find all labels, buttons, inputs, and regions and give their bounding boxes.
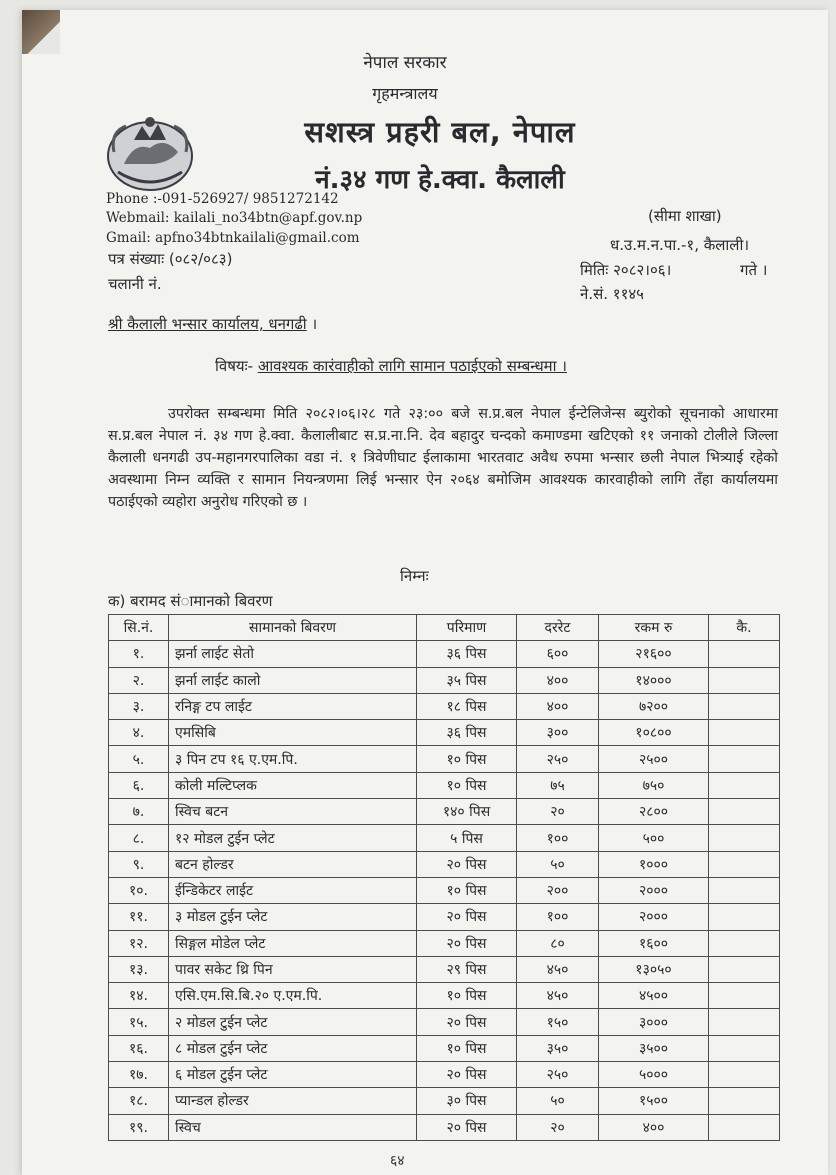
letter-date-suffix: गते । (740, 261, 768, 279)
nepal-sambat-date: ने.सं. ११४५ (580, 285, 644, 303)
amount-cell: १४००० (599, 667, 709, 693)
quantity-cell: १० पिस (417, 877, 517, 903)
rate-cell: ४०० (517, 693, 599, 719)
serial-cell: १५. (109, 1009, 169, 1035)
rate-cell: २५० (517, 746, 599, 772)
table-row (109, 983, 780, 1009)
amount-cell: ३५०० (599, 1035, 709, 1061)
rate-cell: १०० (517, 904, 599, 930)
gmail-line: Gmail: apfno34btnkailali@gmail.com (106, 230, 360, 246)
remarks-cell (709, 693, 780, 719)
rate-cell: ७५ (517, 772, 599, 798)
quantity-cell: ३० पिस (417, 1088, 517, 1114)
table-row (109, 1062, 780, 1088)
amount-cell: ४०० (599, 1114, 709, 1140)
subject-line (215, 356, 567, 376)
item-cell: बटन होल्डर (169, 851, 417, 877)
remarks-cell (709, 851, 780, 877)
serial-cell: १. (109, 641, 169, 667)
item-cell: ३ पिन टप १६ ए.एम.पि. (169, 746, 417, 772)
rate-cell: २० (517, 1114, 599, 1140)
table-row (109, 772, 780, 798)
table-header-row (109, 615, 780, 641)
table-row (109, 746, 780, 772)
rate-cell: २०० (517, 877, 599, 903)
quantity-cell: २० पिस (417, 1062, 517, 1088)
amount-cell: ७५० (599, 772, 709, 798)
table-row (109, 825, 780, 851)
webmail-line: Webmail: kailali_no34btn@apf.gov.np (106, 210, 363, 226)
item-cell: स्विच बटन (169, 799, 417, 825)
table-row (109, 851, 780, 877)
item-cell: ८ मोडल टुईन प्लेट (169, 1035, 417, 1061)
remarks-cell (709, 667, 780, 693)
remarks-cell (709, 1062, 780, 1088)
remarks-cell (709, 1088, 780, 1114)
amount-cell: १६०० (599, 930, 709, 956)
remarks-cell (709, 1035, 780, 1061)
table-row (109, 877, 780, 903)
rate-cell: ३५० (517, 1035, 599, 1061)
amount-cell: २१६०० (599, 641, 709, 667)
quantity-cell: २० पिस (417, 930, 517, 956)
serial-cell: ६. (109, 772, 169, 798)
rate-cell: ४५० (517, 956, 599, 982)
amount-cell: १३०५० (599, 956, 709, 982)
remarks-cell (709, 825, 780, 851)
table-row (109, 1035, 780, 1061)
nepal-emblem-icon (104, 112, 196, 194)
rate-cell: १५० (517, 1009, 599, 1035)
serial-cell: १३. (109, 956, 169, 982)
recipient (108, 314, 317, 334)
following-heading: निम्नः (400, 567, 429, 585)
rate-cell: ३०० (517, 720, 599, 746)
remarks-cell (709, 641, 780, 667)
recipient-name: श्री कैलाली भन्सार कार्यालय, धनगढी (108, 315, 307, 333)
serial-cell: ११. (109, 904, 169, 930)
serial-cell: ९. (109, 851, 169, 877)
rate-cell: २५० (517, 1062, 599, 1088)
item-cell: ६ मोडल टुईन प्लेट (169, 1062, 417, 1088)
item-cell: एसि.एम.सि.बि.२० ए.एम.पि. (169, 983, 417, 1009)
remarks-cell (709, 983, 780, 1009)
quantity-cell: १० पिस (417, 772, 517, 798)
amount-cell: २५०० (599, 746, 709, 772)
item-cell: पावर सकेट थ्रि पिन (169, 956, 417, 982)
item-cell: १२ मोडल टुईन प्लेट (169, 825, 417, 851)
item-cell: ईन्डिकेटर लाईट (169, 877, 417, 903)
remarks-cell (709, 930, 780, 956)
rate-cell: ५० (517, 851, 599, 877)
quantity-cell: १० पिस (417, 746, 517, 772)
serial-cell: १९. (109, 1114, 169, 1140)
item-cell: झर्ना लाईट सेतो (169, 641, 417, 667)
chalani-number: चलानी नं. (108, 275, 162, 293)
letter-body: उपरोक्त सम्बन्धमा मिति २०८२।०६।२८ गते २३:०० बजे स.प्र.बल नेपाल ईन्टेलिजेन्स ब्युरोको सूचनाको आधारमा स.प्र.बल नेपाल नं. ३४ गण हे.क्वा. कैलालीबाट स.प्र.ना.नि. देव बहादुर चन्दको कमाण्डमा खटिएको ११ जनाको टोलीले जिल्ला कैलाली धनगढी उप-महानगरपालिका वडा नं. १ त्रिवेणीघाट ईलाकामा भारतवाट अवैध रुपमा भन्सार छली नेपाल भित्र्याई रहेको अवस्थामा निम्न व्यक्ति र सामान नियन्त्रणमा लिई भन्सार ऐन २०६४ बमोजिम आवश्यक कारवाहीको लागि तँहा कार्यालयमा पठाईएको व्यहोरा अनुरोध गरिएको छ । (108, 406, 778, 510)
remarks-cell (709, 956, 780, 982)
serial-cell: १४. (109, 983, 169, 1009)
table-row (109, 720, 780, 746)
remarks-cell (709, 904, 780, 930)
table-row (109, 799, 780, 825)
item-cell: स्विच (169, 1114, 417, 1140)
remarks-cell (709, 720, 780, 746)
table-row (109, 930, 780, 956)
quantity-cell: १० पिस (417, 983, 517, 1009)
serial-header: सि.नं. (109, 615, 169, 641)
item-cell: कोली मल्टिप्लक (169, 772, 417, 798)
amount-cell: १०८०० (599, 720, 709, 746)
rate-cell: ४०० (517, 667, 599, 693)
quantity-cell: १८ पिस (417, 693, 517, 719)
serial-cell: ५. (109, 746, 169, 772)
rate-cell: २० (517, 799, 599, 825)
remarks-header: कै. (709, 615, 780, 641)
quantity-header: परिमाण (417, 615, 517, 641)
subject-label: विषयः- (215, 357, 258, 375)
rate-cell: ५० (517, 1088, 599, 1114)
branch-name: (सीमा शाखा) (648, 207, 722, 225)
amount-cell: ५०० (599, 825, 709, 851)
rate-cell: ६०० (517, 641, 599, 667)
item-header: सामानको बिवरण (169, 615, 417, 641)
government-title: नेपाल सरकार (363, 53, 447, 73)
amount-header: रकम रु (599, 615, 709, 641)
ministry-title: गृहमन्त्रालय (372, 84, 438, 103)
amount-cell: २००० (599, 904, 709, 930)
page-mark: ६४ (390, 1153, 405, 1169)
letter-date: मितिः २०८२।०६। (580, 261, 672, 279)
phone-line: Phone :-091-526927/ 9851272142 (106, 191, 339, 207)
item-cell: ३ मोडल टुईन प्लेट (169, 904, 417, 930)
quantity-cell: २० पिस (417, 1009, 517, 1035)
serial-cell: १७. (109, 1062, 169, 1088)
quantity-cell: ३६ पिस (417, 720, 517, 746)
quantity-cell: ३६ पिस (417, 641, 517, 667)
serial-cell: १०. (109, 877, 169, 903)
serial-cell: १२. (109, 930, 169, 956)
quantity-cell: २० पिस (417, 851, 517, 877)
amount-cell: ३००० (599, 1009, 709, 1035)
amount-cell: २००० (599, 877, 709, 903)
quantity-cell: १० पिस (417, 1035, 517, 1061)
amount-cell: १५०० (599, 1088, 709, 1114)
quantity-cell: ५ पिस (417, 825, 517, 851)
table-row (109, 1009, 780, 1035)
item-cell: झर्ना लाईट कालो (169, 667, 417, 693)
quantity-cell: २० पिस (417, 904, 517, 930)
rate-cell: १०० (517, 825, 599, 851)
office-address: ध.उ.म.न.पा.-१, कैलाली। (610, 236, 750, 254)
remarks-cell (709, 877, 780, 903)
quantity-cell: ३५ पिस (417, 667, 517, 693)
remarks-cell (709, 746, 780, 772)
table-body (109, 641, 780, 1141)
serial-cell: २. (109, 667, 169, 693)
force-name: सशस्त्र प्रहरी बल, नेपाल (304, 115, 576, 149)
quantity-cell: १४० पिस (417, 799, 517, 825)
background-corner (22, 10, 60, 54)
item-cell: रनिङ्ग टप लाईट (169, 693, 417, 719)
remarks-cell (709, 1114, 780, 1140)
table-row (109, 641, 780, 667)
table-row (109, 1088, 780, 1114)
rate-cell: ८० (517, 930, 599, 956)
serial-cell: १८. (109, 1088, 169, 1114)
remarks-cell (709, 799, 780, 825)
serial-cell: ७. (109, 799, 169, 825)
item-cell: प्यान्डल होल्डर (169, 1088, 417, 1114)
remarks-cell (709, 1009, 780, 1035)
amount-cell: ७२०० (599, 693, 709, 719)
item-cell: सिङ्गल मोडेल प्लेट (169, 930, 417, 956)
table-row (109, 956, 780, 982)
serial-cell: ४. (109, 720, 169, 746)
amount-cell: ५००० (599, 1062, 709, 1088)
item-cell: २ मोडल टुईन प्लेट (169, 1009, 417, 1035)
rate-header: दररेट (517, 615, 599, 641)
subject-text: आवश्यक कारंवाहीको लागि सामान पठाईएको सम्बन्धमा । (257, 357, 567, 375)
amount-cell: २८०० (599, 799, 709, 825)
serial-cell: ३. (109, 693, 169, 719)
recipient-end: । (306, 315, 318, 333)
seized-items-table (108, 614, 780, 1141)
quantity-cell: २० पिस (417, 1114, 517, 1140)
rate-cell: ४५० (517, 983, 599, 1009)
serial-cell: १६. (109, 1035, 169, 1061)
table-row (109, 904, 780, 930)
remarks-cell (709, 772, 780, 798)
amount-cell: ४५०० (599, 983, 709, 1009)
unit-name: नं.३४ गण हे.क्वा. कैलाली (315, 165, 565, 195)
table-row (109, 667, 780, 693)
section-title: क) बरामद संामानको बिवरण (108, 592, 273, 610)
table-row (109, 693, 780, 719)
serial-cell: ८. (109, 825, 169, 851)
amount-cell: १००० (599, 851, 709, 877)
table-row (109, 1114, 780, 1140)
item-cell: एमसिबि (169, 720, 417, 746)
letter-number: पत्र संख्याः (०८२/०८३) (108, 250, 233, 268)
quantity-cell: २९ पिस (417, 956, 517, 982)
